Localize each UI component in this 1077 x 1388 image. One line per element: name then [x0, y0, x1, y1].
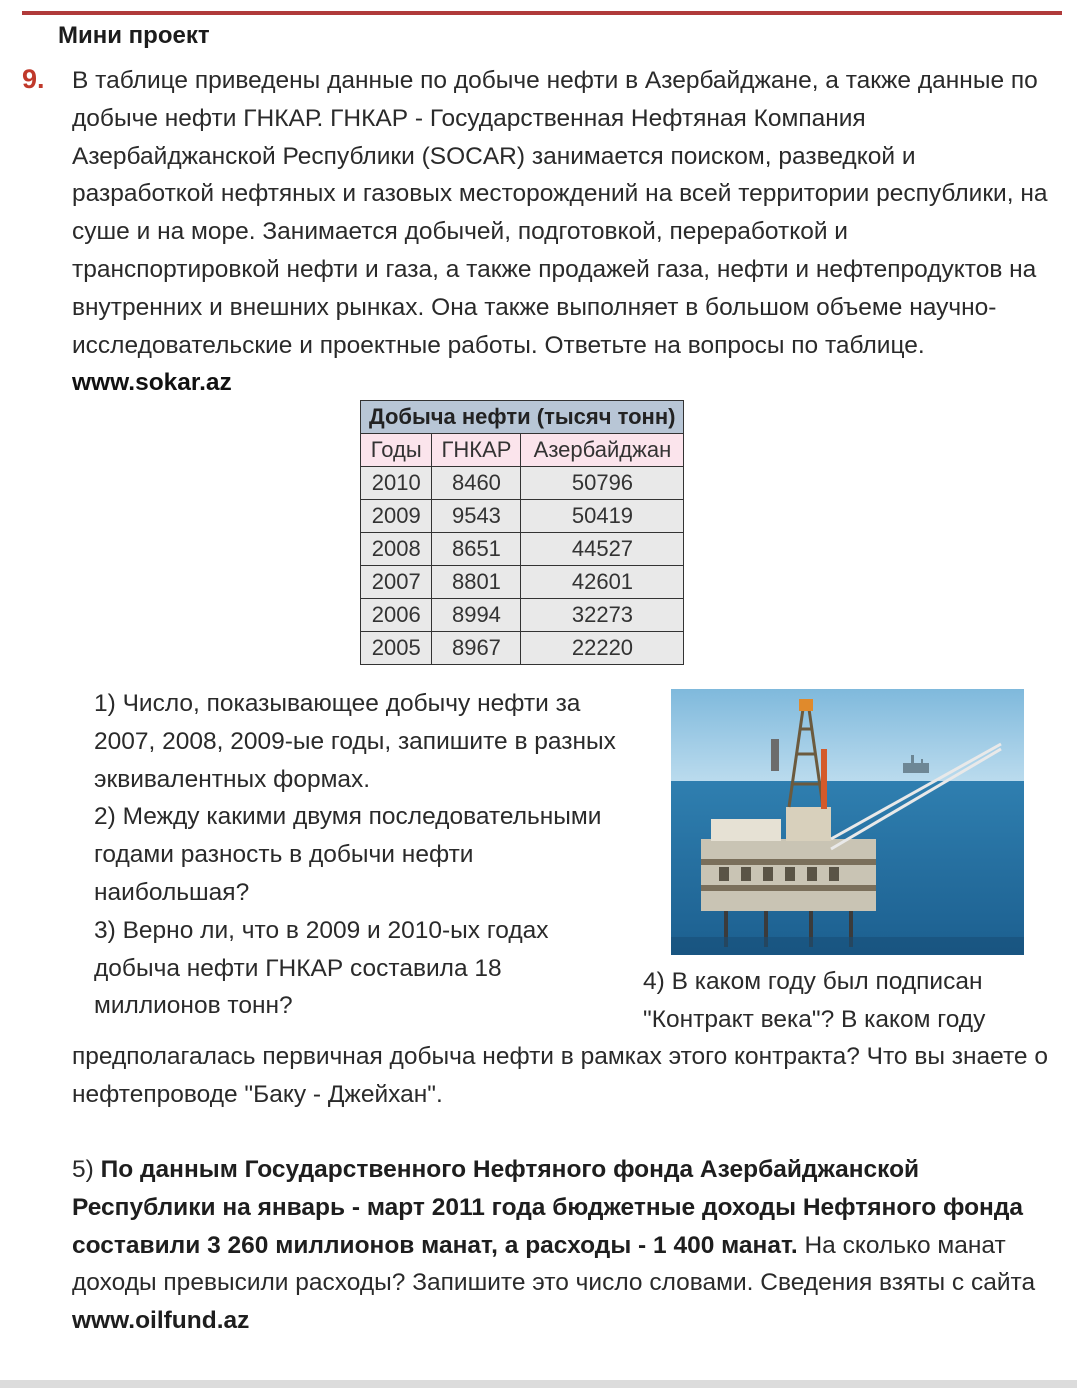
table-cell-azerbaijan: 44527: [521, 533, 684, 566]
question-5-rest: На сколько манат доходы превысили расходы? Запишите это число словами. Сведения взяты с сайта: [72, 1231, 1036, 1297]
question-4-part2: предполагалась первичная добыча нефти в рамках этого контракта? Что вы знаете о нефтепроводе "Баку - Джейхан".: [72, 1043, 1048, 1108]
table-cell-year: 2007: [361, 566, 432, 599]
question-5-bold: По данным Государственного Нефтяного фонда Азербайджанской Республики на январь - март 2011 года бюджетные доходы Нефтяного фонда составили 3 260 миллионов манат, а расходы - 1 400 манат.: [72, 1156, 1024, 1259]
table-cell-azerbaijan: 42601: [521, 566, 684, 599]
table-cell-socar: 8994: [432, 599, 521, 632]
table-row: [361, 533, 684, 566]
table-cell-azerbaijan: 50419: [521, 500, 684, 533]
table-cell-year: 2010: [361, 467, 432, 500]
table-row: [361, 632, 684, 665]
question-2: 2) Между какими двумя последовательными годами разность в добычи нефти наибольшая?: [94, 803, 602, 906]
table-cell-azerbaijan: 50796: [521, 467, 684, 500]
page-heading: Мини проект: [58, 22, 210, 49]
question-4-part1: 4) В каком году был подписан "Контракт века"? В каком году: [643, 968, 986, 1033]
table-header-years: Годы: [361, 434, 432, 467]
table-row: [361, 467, 684, 500]
table-header-azerbaijan: Азербайджан: [521, 434, 684, 467]
question-5-number: 5): [72, 1156, 94, 1183]
table-row: [361, 566, 684, 599]
question-3: 3) Верно ли, что в 2009 и 2010-ых годах добыча нефти ГНКАР составила 18 миллионов тонн?: [94, 916, 549, 1020]
oilfund-link[interactable]: www.oilfund.az: [72, 1307, 250, 1335]
top-rule: [22, 0, 1062, 16]
table-title: Добыча нефти (тысяч тонн): [361, 401, 684, 434]
table-header-socar: ГНКАР: [432, 434, 521, 467]
table-cell-azerbaijan: 32273: [521, 599, 684, 632]
table-row: [361, 500, 684, 533]
sokar-link[interactable]: www.sokar.az: [72, 369, 232, 397]
table-cell-azerbaijan: 22220: [521, 632, 684, 665]
table-cell-year: 2009: [361, 500, 432, 533]
oil-production-table: [360, 400, 684, 665]
oil-platform-photo: [671, 689, 1024, 955]
table-cell-year: 2005: [361, 632, 432, 665]
task-number: 9.: [22, 64, 45, 94]
question-1: 1) Число, показывающее добычу нефти за 2007, 2008, 2009-ые годы, запишите в разных эквивалентных формах.: [94, 690, 616, 793]
table-cell-socar: 8967: [432, 632, 521, 665]
red-divider: [22, 11, 1062, 15]
intro-paragraph: [72, 62, 1052, 402]
table-cell-socar: 8801: [432, 566, 521, 599]
bottom-bar: [0, 1380, 1077, 1388]
questions-left: [94, 685, 634, 1025]
table-cell-socar: 8460: [432, 467, 521, 500]
question-5: [72, 1151, 1052, 1340]
table-cell-socar: 8651: [432, 533, 521, 566]
table-cell-socar: 9543: [432, 500, 521, 533]
table-cell-year: 2006: [361, 599, 432, 632]
intro-text: В таблице приведены данные по добыче нефти в Азербайджане, а также данные по добыче нефти ГНКАР. ГНКАР - Государственная Нефтяная Компания Азербайджанской Республики (SOCAR) занимается поиском, разведкой и разработкой нефтяных и газовых месторождений на всей территории республики, на суше и на море. Занимается добычей, подготовкой, переработкой и транспортировкой нефти и газа, а также продажей газа, нефти и нефтепродуктов на внутренних и внешних рынках. Она также выполняет в большом объеме научно-исследовательские и проектные работы. Ответьте на вопросы по таблице.: [72, 67, 1048, 359]
table-row: [361, 599, 684, 632]
table-cell-year: 2008: [361, 533, 432, 566]
